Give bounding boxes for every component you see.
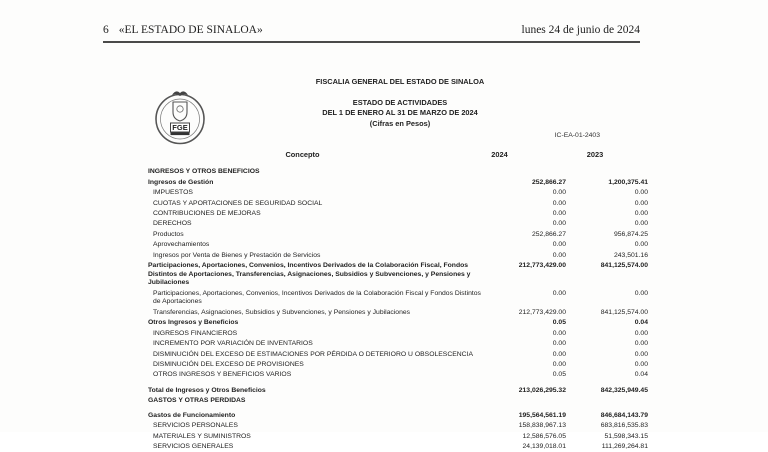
value-2024: 0.05 (552, 371, 566, 379)
table-body (148, 167, 648, 452)
value-2024: 0.00 (552, 241, 566, 249)
value-2024: 24,139,018.01 (522, 442, 566, 450)
value-2024: 0.00 (552, 289, 566, 297)
document-period: DEL 1 DE ENERO AL 31 DE MARZO DE 2024 (322, 108, 478, 117)
row-label: Participaciones, Aportaciones, Convenios, Incentivos Derivados de la Colaboración Fiscal y Fondos Distintos de Aportaciones (153, 289, 481, 306)
table-row (148, 251, 648, 261)
value-2024: 0.00 (552, 220, 566, 228)
document-title-block (234, 77, 566, 129)
row-label: Participaciones, Aportaciones, Convenios, Incentivos Derivados de la Colaboración Fiscal, Fondos Distintos de Aportaciones, Transferencias, Asignaciones, Subsidios y Subvenciones, y Pensiones y Jubilaciones (148, 262, 471, 287)
value-2023: 0.00 (634, 199, 648, 207)
row-label: Aprovechamientos (153, 241, 210, 249)
units-note: (Cifras en Pesos) (369, 118, 431, 128)
table-row (148, 421, 648, 431)
table-row (148, 178, 648, 188)
value-2023: 0.00 (634, 350, 648, 358)
value-2023: 0.00 (634, 210, 648, 218)
publication-title: «EL ESTADO DE SINALOA» (118, 24, 263, 36)
table-row (148, 219, 648, 229)
table-row (148, 289, 648, 308)
value-2024: 12,586,576.05 (522, 432, 566, 440)
value-2024: 0.00 (552, 340, 566, 348)
value-2023: 0.00 (634, 189, 648, 197)
value-2024: 212,773,429.00 (518, 262, 566, 270)
row-label: Gastos de Funcionamiento (148, 411, 236, 419)
newspaper-header (103, 24, 640, 43)
shield-icon (173, 102, 187, 121)
table-row (148, 350, 648, 360)
value-2024: 195,564,561.19 (518, 411, 566, 419)
row-label: SERVICIOS PERSONALES (153, 422, 238, 430)
row-label: Otros Ingresos y Beneficios (148, 319, 239, 327)
value-2023: 841,125,574.00 (600, 309, 648, 317)
column-header-2024: 2024 (491, 150, 508, 159)
table-row (148, 209, 648, 219)
table-row (148, 318, 648, 328)
value-2023: 0.00 (634, 289, 648, 297)
value-2024: 0.00 (552, 350, 566, 358)
row-label: DISMINUCIÓN DEL EXCESO DE PROVISIONES (153, 361, 304, 369)
value-2023: 0.00 (634, 361, 648, 369)
value-2023: 0.00 (634, 241, 648, 249)
table-row (148, 261, 648, 289)
table-row (148, 396, 648, 406)
value-2024: 0.00 (552, 199, 566, 207)
value-2024: 0.00 (552, 189, 566, 197)
row-label: IMPUESTOS (153, 189, 193, 197)
value-2023: 51,598,343.15 (604, 432, 648, 440)
table-row (148, 167, 648, 177)
value-2023: 111,269,264.81 (601, 442, 648, 450)
table-row (148, 339, 648, 349)
value-2023: 0.04 (634, 319, 648, 327)
table-row (148, 329, 648, 339)
value-2023: 841,125,574.00 (600, 262, 648, 270)
row-label: CONTRIBUCIONES DE MEJORAS (153, 210, 261, 218)
value-2024: 0.00 (552, 251, 566, 259)
table-row (148, 432, 648, 442)
row-label: Ingresos de Gestión (148, 178, 214, 186)
value-2024: 0.05 (552, 319, 566, 327)
fge-seal-logo (154, 87, 206, 145)
table-header-row (148, 150, 648, 160)
table-row (148, 230, 648, 240)
value-2024: 252,866.27 (531, 230, 566, 238)
table-row (148, 188, 648, 198)
row-label: Total de Ingresos y Otros Beneficios (148, 386, 266, 394)
column-header-2023: 2023 (586, 150, 604, 159)
value-2023: 0.00 (634, 340, 648, 348)
value-2023: 0.00 (634, 329, 648, 337)
statement-table (148, 150, 648, 452)
table-row (148, 308, 648, 318)
row-label: INGRESOS FINANCIEROS (153, 329, 238, 337)
row-label: OTROS INGRESOS Y BENEFICIOS VARIOS (153, 371, 292, 379)
table-row (148, 370, 648, 380)
value-2023: 1,200,375.41 (608, 178, 648, 186)
table-row (148, 411, 648, 421)
row-label: MATERIALES Y SUMINISTROS (153, 432, 251, 440)
issue-date: lunes 24 de junio de 2024 (521, 24, 640, 36)
table-row (148, 240, 648, 250)
value-2023: 0.00 (634, 220, 648, 228)
page-number-and-title (103, 24, 263, 36)
row-label: GASTOS Y OTRAS PERDIDAS (148, 397, 246, 405)
table-row (148, 386, 648, 396)
value-2024: 212,773,429.00 (518, 309, 566, 317)
row-label: DISMINUCIÓN DEL EXCESO DE ESTIMACIONES POR PÉRDIDA O DETERIORO U OBSOLESCENCIA (153, 350, 474, 358)
page-number: 6 (103, 24, 109, 36)
value-2023: 842,325,949.45 (600, 386, 648, 394)
row-label: Productos (153, 230, 184, 238)
value-2024: 0.00 (552, 210, 566, 218)
value-2023: 956,874.25 (613, 230, 648, 238)
agency-name: FISCALIA GENERAL DEL ESTADO DE SINALOA (315, 77, 485, 86)
value-2024: 0.00 (552, 329, 566, 337)
row-label: Ingresos por Venta de Bienes y Prestación de Servicios (153, 251, 321, 259)
table-row (148, 360, 648, 370)
row-label: DERECHOS (153, 220, 192, 228)
column-header-concepto: Concepto (285, 150, 320, 159)
table-row (148, 442, 648, 452)
document-title: ESTADO DE ACTIVIDADES (352, 97, 448, 107)
row-label: SERVICIOS GENERALES (153, 442, 234, 450)
row-label: INGRESOS Y OTROS BENEFICIOS (148, 168, 260, 176)
value-2023: 243,501.16 (613, 251, 648, 259)
row-label: INCREMENTO POR VARIACIÓN DE INVENTARIOS (153, 340, 313, 348)
value-2023: 0.04 (634, 371, 648, 379)
logo-text: FGE (172, 123, 188, 133)
value-2023: 846,684,143.79 (600, 411, 648, 419)
form-code: IC-EA-01-2403 (554, 132, 600, 139)
value-2023: 683,816,535.83 (600, 422, 648, 430)
value-2024: 213,026,295.32 (518, 386, 566, 394)
value-2024: 252,866.27 (531, 178, 566, 186)
value-2024: 158,838,967.13 (518, 422, 566, 430)
table-row (148, 199, 648, 209)
row-label: Transferencias, Asignaciones, Subsidios y Subvenciones, y Pensiones y Jubilaciones (153, 309, 411, 317)
row-label: CUOTAS Y APORTACIONES DE SEGURIDAD SOCIAL (153, 199, 323, 207)
value-2024: 0.00 (552, 361, 566, 369)
